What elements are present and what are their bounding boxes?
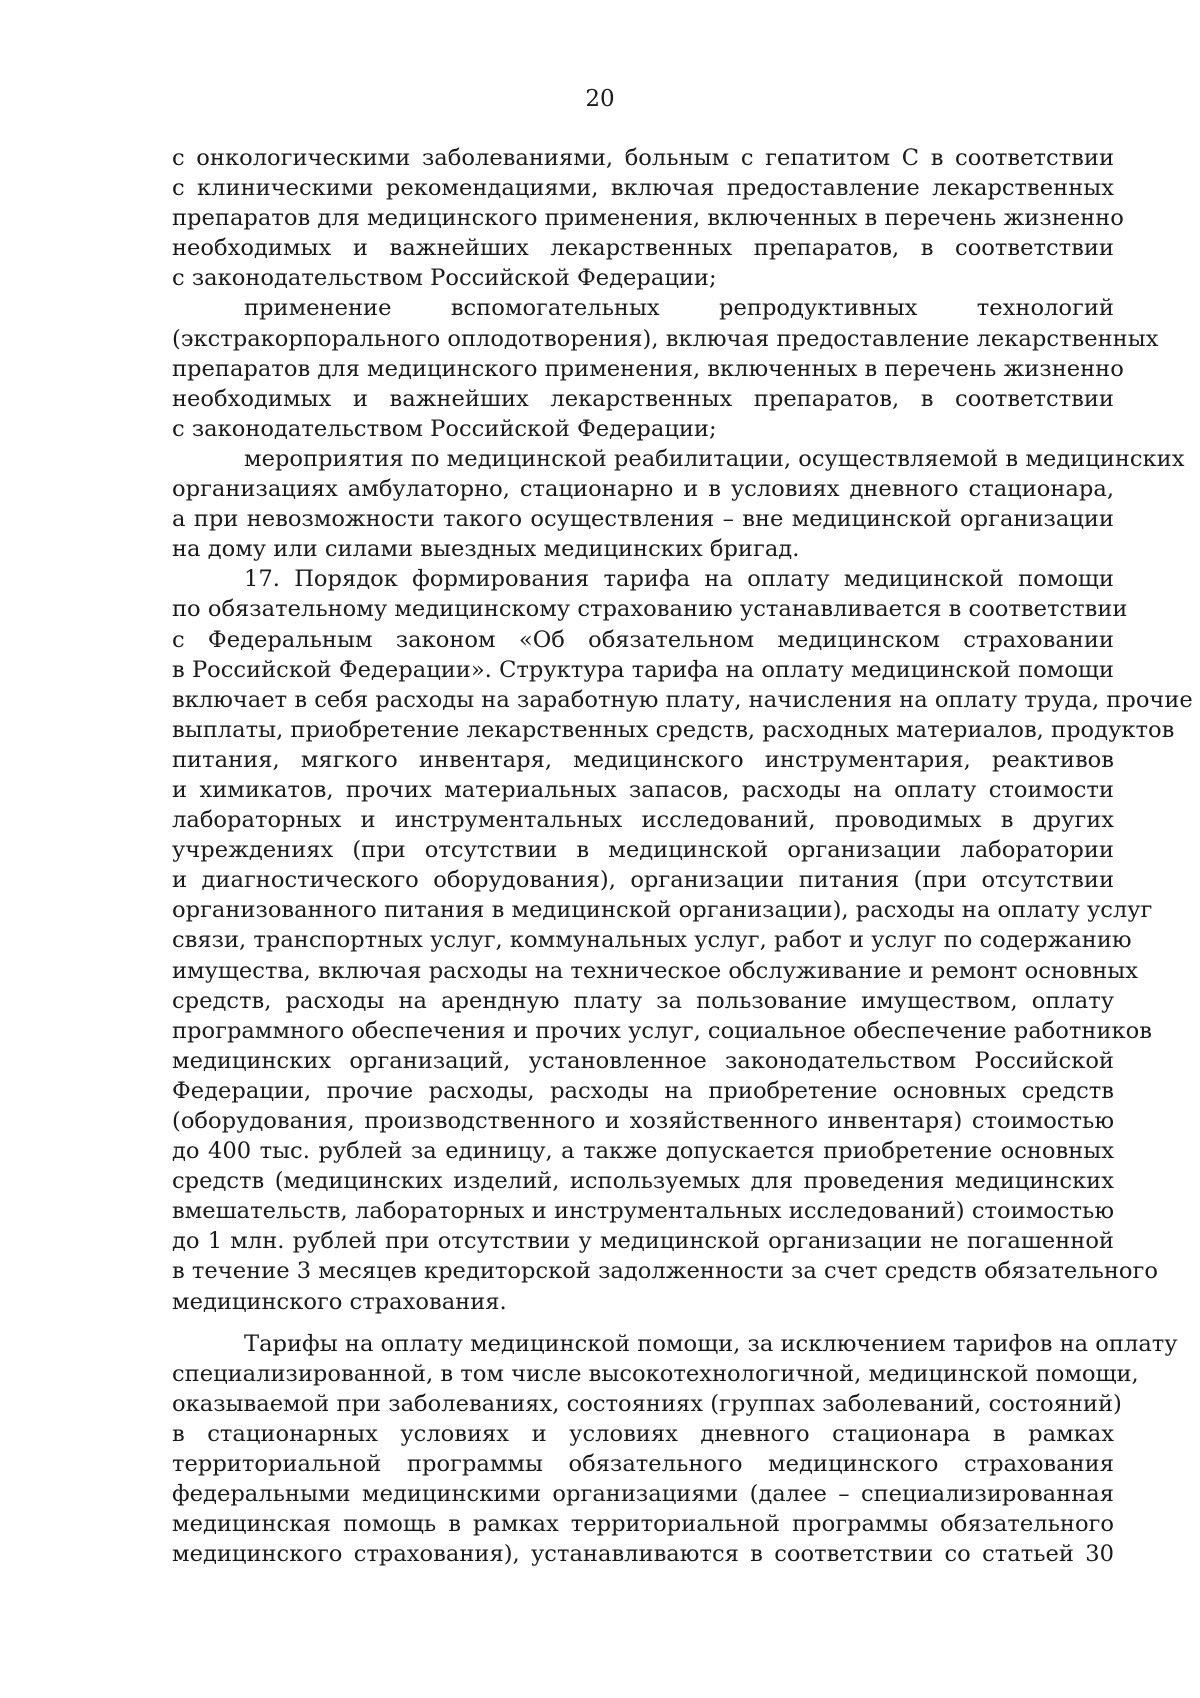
text-line: препаратов для медицинского применения, включенных в перечень жизненно (172, 205, 1124, 232)
text-line: и химикатов, прочих материальных запасов, расходы на оплату стоимости (172, 776, 1114, 803)
text-line: необходимых и важнейших лекарственных препаратов, в соответствии (172, 385, 1114, 412)
text-line: оказываемой при заболеваниях, состояниях (группах заболеваний, состояний) (172, 1390, 1122, 1417)
text-line: препаратов для медицинского применения, включенных в перечень жизненно (172, 355, 1124, 382)
paragraph (172, 564, 1193, 1316)
text-line: до 1 млн. рублей при отсутствии у медицинской организации не погашенной (172, 1228, 1114, 1255)
text-line: с онкологическими заболеваниями, больным с гепатитом С в соответствии (172, 145, 1114, 171)
text-line: федеральными медицинскими организациями (далее – специализированная (172, 1481, 1114, 1508)
text-line: мероприятия по медицинской реабилитации, осуществляемой в медицинских (244, 445, 1185, 472)
text-line: выплаты, приобретение лекарственных средств, расходных материалов, продуктов (172, 716, 1175, 743)
text-line: (экстракорпорального оплодотворения), включая предоставление лекарственных (172, 325, 1159, 352)
text-line: и диагностического оборудования), организации питания (при отсутствии (172, 867, 1114, 894)
text-line: с клиническими рекомендациями, включая предоставление лекарственных (172, 175, 1114, 202)
text-line: с законодательством Российской Федерации; (172, 265, 717, 292)
paragraph (172, 1329, 1178, 1570)
text-line: в течение 3 месяцев кредиторской задолженности за счет средств обязательного (172, 1258, 1158, 1285)
text-line: средств (медицинских изделий, используемых для проведения медицинских (172, 1168, 1114, 1195)
text-line: 17. Порядок формирования тарифа на оплату медицинской помощи (244, 566, 1114, 593)
text-line: включает в себя расходы на заработную плату, начисления на оплату труда, прочие (172, 686, 1193, 713)
text-line: применение вспомогательных репродуктивных технологий (244, 295, 1114, 322)
text-line: имущества, включая расходы на техническое обслуживание и ремонт основных (172, 957, 1139, 984)
text-line: по обязательному медицинскому страхованию устанавливается в соответствии (172, 596, 1128, 623)
text-line: Федерации, прочие расходы, расходы на приобретение основных средств (172, 1077, 1114, 1104)
text-line: средств, расходы на арендную плату за пользование имуществом, оплату (172, 987, 1114, 1014)
text-line: с законодательством Российской Федерации; (172, 415, 717, 442)
text-line: (оборудования, производственного и хозяйственного инвентаря) стоимостью (172, 1108, 1114, 1134)
text-line: учреждениях (при отсутствии в медицинской организации лаборатории (172, 837, 1114, 864)
paragraph (172, 444, 1185, 564)
text-line: вмешательств, лабораторных и инструментальных исследований) стоимостью (172, 1198, 1114, 1225)
text-line: организованного питания в медицинской организации), расходы на оплату услуг (172, 897, 1153, 924)
paragraph (172, 293, 1159, 443)
text-line: медицинского страхования. (172, 1288, 507, 1315)
paragraph-gap (172, 1317, 1114, 1329)
text-line: в стационарных условиях и условиях дневного стационара в рамках (172, 1420, 1114, 1447)
document-body (172, 143, 1193, 1569)
text-line: территориальной программы обязательного медицинского страхования (172, 1451, 1114, 1478)
text-line: на дому или силами выездных медицинских бригад. (172, 536, 800, 563)
text-line: необходимых и важнейших лекарственных препаратов, в соответствии (172, 235, 1114, 262)
page-number: 20 (585, 86, 615, 112)
text-line: с Федеральным законом «Об обязательном медицинском страховании (172, 626, 1114, 653)
text-line: медицинского страхования), устанавливаются в соответствии со статьей 30 (172, 1541, 1114, 1568)
text-line: лабораторных и инструментальных исследований, проводимых в других (172, 807, 1114, 834)
text-line: Тарифы на оплату медицинской помощи, за исключением тарифов на оплату (244, 1330, 1178, 1357)
text-line: до 400 тыс. рублей за единицу, а также допускается приобретение основных (172, 1138, 1114, 1165)
text-line: специализированной, в том числе высокотехнологичной, медицинской помощи, (172, 1360, 1139, 1387)
text-line: медицинская помощь в рамках территориальной программы обязательного (172, 1511, 1114, 1538)
text-line: связи, транспортных услуг, коммунальных услуг, работ и услуг по содержанию (172, 927, 1132, 954)
text-line: питания, мягкого инвентаря, медицинского инструментария, реактивов (172, 746, 1114, 773)
text-line: медицинских организаций, установленное законодательством Российской (172, 1047, 1114, 1074)
text-line: программного обеспечения и прочих услуг, социальное обеспечение работников (172, 1017, 1152, 1044)
paragraph (172, 143, 1124, 293)
text-line: а при невозможности такого осуществления – вне медицинской организации (172, 506, 1114, 533)
text-line: организациях амбулаторно, стационарно и в условиях дневного стационара, (172, 476, 1114, 503)
text-line: в Российской Федерации». Структура тарифа на оплату медицинской помощи (172, 656, 1114, 683)
